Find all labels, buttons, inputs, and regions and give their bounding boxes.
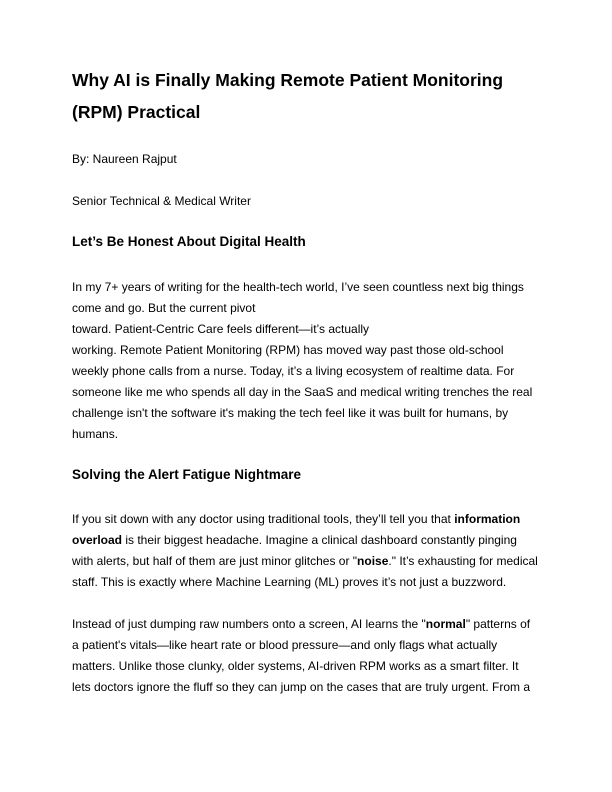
text: If you sit down with any doctor using traditional tools, they’ll tell you that — [72, 512, 455, 526]
text-line: In my 7+ years of writing for the health-tech world, I’ve seen countless next big things — [72, 280, 524, 294]
text-line — [72, 509, 538, 530]
text-line — [72, 551, 538, 572]
text-line: challenge isn't the software it's making the tech feel like it was built for humans, by — [72, 406, 509, 420]
section-heading: Solving the Alert Fatigue Nightmare — [72, 467, 302, 482]
bold-text: information — [454, 512, 521, 526]
text: with alerts, but half of them are just minor glitches or " — [72, 554, 358, 568]
section-heading: Let’s Be Honest About Digital Health — [72, 234, 306, 249]
document-title — [72, 64, 503, 128]
byline: By: Naureen Rajput — [72, 152, 177, 166]
text-line: working. Remote Patient Monitoring (RPM) has moved way past those old-school — [72, 343, 504, 357]
text-line: toward. Patient-Centric Care feels different—it’s actually — [72, 322, 370, 336]
text: ." It’s exhausting for medical — [388, 554, 538, 568]
bold-text: noise — [357, 554, 389, 568]
paragraph — [72, 614, 530, 698]
text-line: weekly phone calls from a nurse. Today, it’s a living ecosystem of realtime data. For — [72, 364, 515, 378]
text-line: matters. Unlike those clunky, older systems, AI-driven RPM works as a smart filter. It — [72, 659, 519, 673]
text-line — [72, 530, 538, 551]
text-line: staff. This is exactly where Machine Learning (ML) proves it’s not just a buzzword. — [72, 575, 507, 589]
text-line: lets doctors ignore the fluff so they can jump on the cases that are truly urgent. From a — [72, 680, 531, 694]
title-line: Why AI is Finally Making Remote Patient Monitoring — [72, 70, 504, 90]
paragraph — [72, 277, 532, 445]
text: " patterns of — [465, 617, 531, 631]
text: is their biggest headache. Imagine a clinical dashboard constantly pinging — [122, 533, 517, 547]
text-line: come and go. But the current pivot — [72, 301, 256, 315]
text: Instead of just dumping raw numbers onto a screen, AI learns the " — [72, 617, 426, 631]
bold-text: overload — [72, 533, 123, 547]
text-line: someone like me who spends all day in the SaaS and medical writing trenches the real — [72, 385, 533, 399]
title-line: (RPM) Practical — [72, 102, 201, 122]
author-role: Senior Technical & Medical Writer — [72, 194, 251, 208]
paragraph — [72, 509, 538, 593]
bold-text: normal — [425, 617, 466, 631]
text-line: humans. — [72, 427, 119, 441]
text-line: a patient's vitals—like heart rate or blood pressure—and only flags what actually — [72, 638, 498, 652]
text-line — [72, 614, 530, 635]
